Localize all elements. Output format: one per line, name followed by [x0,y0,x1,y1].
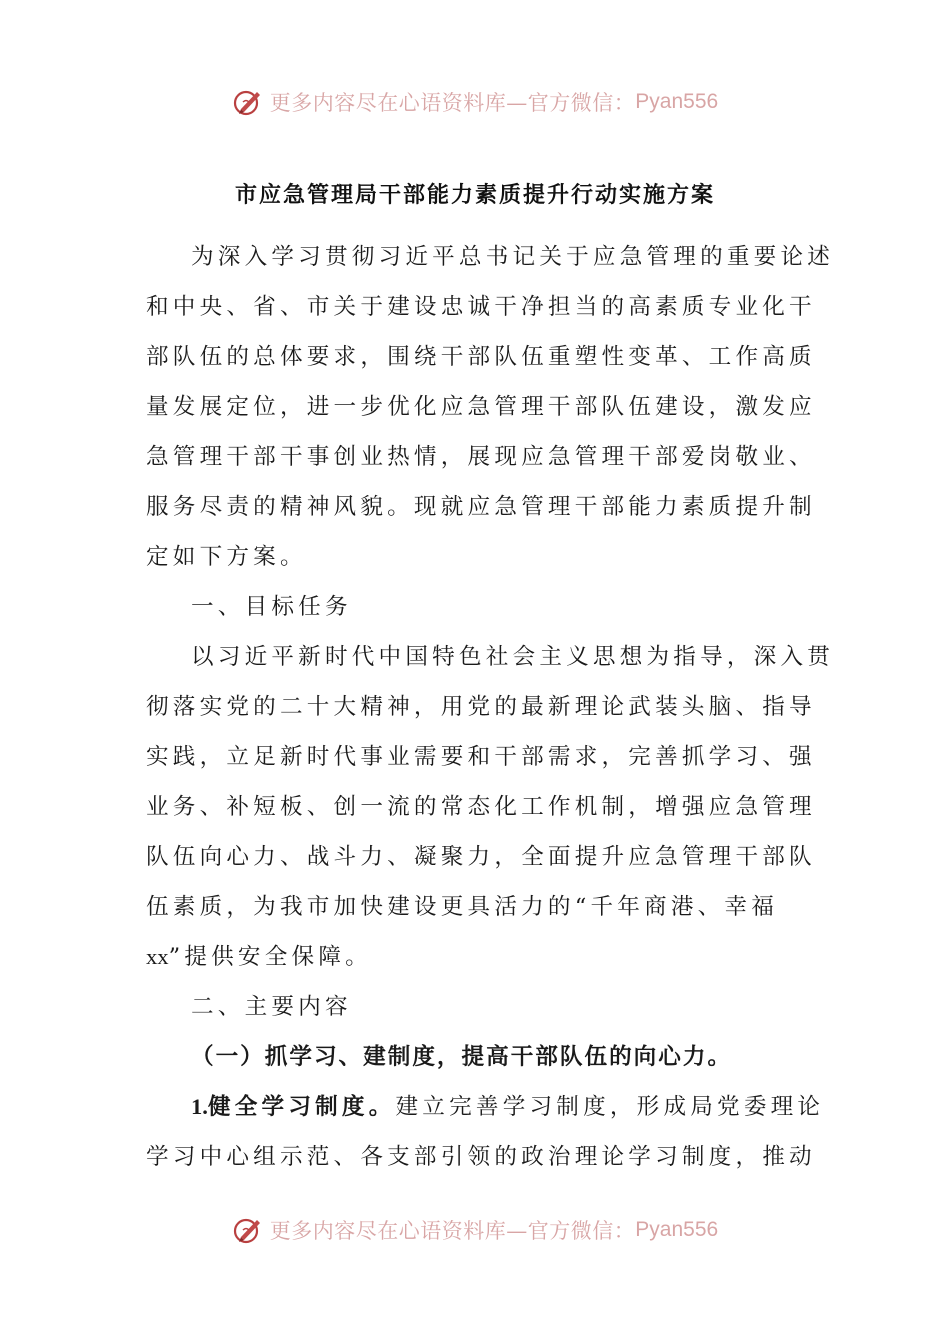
paragraph-line: 定如下方案。 [146,544,307,570]
item-title: 健全学习制度。 [207,1094,396,1120]
subsection-heading: （一）抓学习、建制度，提高干部队伍的向心力。 [191,1044,733,1070]
watermark-text: 更多内容尽在心语资料库—官方微信： [269,91,636,115]
document-body [146,232,835,1182]
watermark-banner-top [0,82,950,122]
watermark-banner-bottom [0,1210,950,1250]
paragraph-line: 急管理干部干事创业热情，展现应急管理干部爱岗敬业、 [146,444,816,470]
paragraph-line: 以习近平新时代中国特色社会主义思想为指导，深入贯 [191,644,835,670]
paragraph-line: 队伍向心力、战斗力、凝聚力，全面提升应急管理干部队 [146,844,816,870]
paragraph-line: 和中央、省、市关于建设忠诚干净担当的高素质专业化干 [146,294,816,320]
paragraph-line: 实践，立足新时代事业需要和干部需求，完善抓学习、强 [146,744,816,770]
pen-logo-icon [232,1214,264,1246]
paragraph-line: 业务、补短板、创一流的常态化工作机制，增强应急管理 [146,794,816,820]
watermark-text: 更多内容尽在心语资料库—官方微信： [269,1219,636,1243]
section-heading: 二、主要内容 [191,994,352,1020]
paragraph-text: 建立完善学习制度，形成局党委理论 [395,1094,825,1120]
place-placeholder: xx [146,944,169,969]
item-number: 1. [191,1094,208,1119]
paragraph-line: 服务尽责的精神风貌。现就应急管理干部能力素质提升制 [146,494,816,520]
watermark-id: Pyan556 [635,90,719,113]
paragraph-line: 彻落实党的二十大精神，用党的最新理论武装头脑、指导 [146,694,816,720]
pen-logo-icon [232,86,264,118]
watermark-id: Pyan556 [635,1218,719,1241]
paragraph-line: 学习中心组示范、各支部引领的政治理论学习制度，推动 [146,1144,816,1170]
document-title: 市应急管理局干部能力素质提升行动实施方案 [234,182,715,208]
paragraph-text: ”提供安全保障。 [168,944,372,970]
paragraph-line: 量发展定位，进一步优化应急管理干部队伍建设，激发应 [146,394,816,420]
paragraph-line: 部队伍的总体要求，围绕干部队伍重塑性变革、工作高质 [146,344,816,370]
paragraph-line: 为深入学习贯彻习近平总书记关于应急管理的重要论述 [191,244,835,270]
paragraph-line [146,1082,825,1132]
paragraph-line [146,932,806,982]
section-heading: 一、目标任务 [191,594,352,620]
paragraph-line: 伍素质，为我市加快建设更具活力的“千年商港、幸福 [146,894,779,920]
